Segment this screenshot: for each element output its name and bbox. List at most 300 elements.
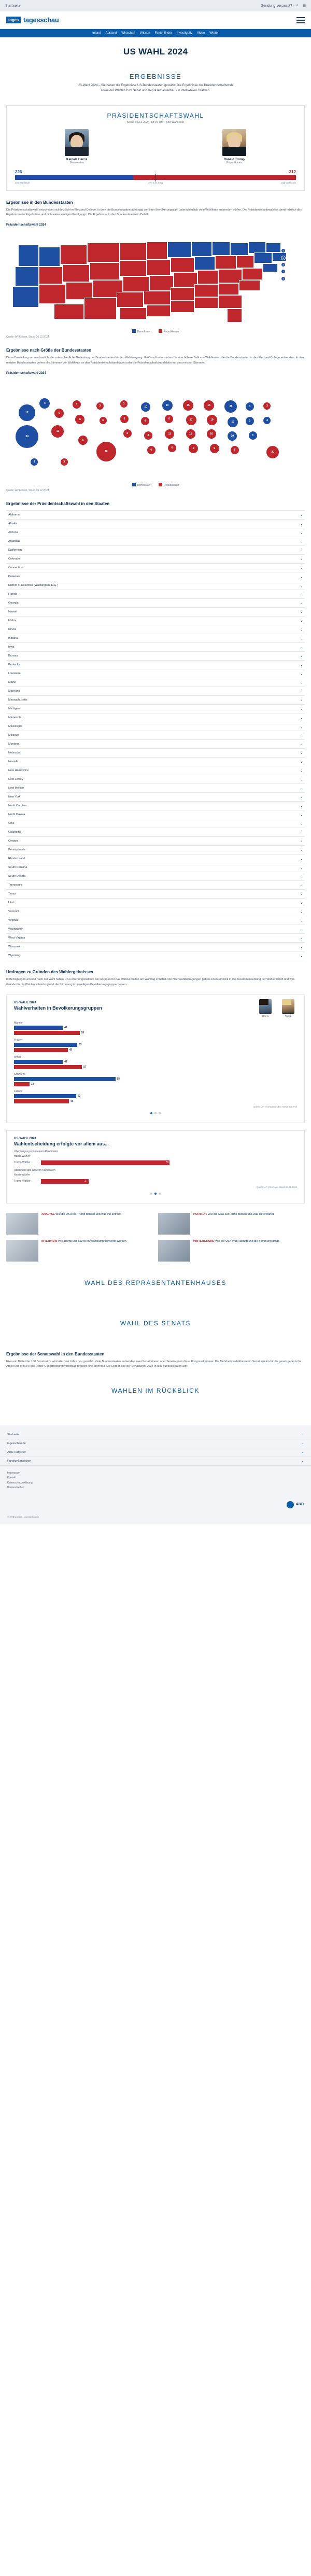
poll2-bar-label: Harris-Wähler — [14, 1173, 30, 1177]
footer-link-label: ARD-Ratgeber — [7, 1450, 26, 1454]
states-accordion-module — [6, 501, 305, 506]
state-row[interactable] — [6, 546, 305, 555]
nav-item-inland[interactable]: Inland — [92, 32, 101, 35]
chevron-down-icon[interactable]: ⌄ — [300, 928, 303, 931]
state-row[interactable] — [6, 669, 305, 678]
chevron-down-icon[interactable]: ⌄ — [300, 610, 303, 614]
state-name: Florida — [8, 593, 17, 596]
legend-republicans-2: Republikaner — [159, 483, 179, 487]
poll1-group — [14, 1073, 297, 1086]
poll1-head-trump — [279, 999, 297, 1017]
copyright: © ARD-aktuell / tagesschau.de — [7, 1515, 39, 1518]
teaser-kicker: PORTRÄT — [193, 1212, 207, 1216]
chevron-down-icon[interactable]: ⌄ — [300, 619, 303, 623]
state-row[interactable] — [6, 758, 305, 766]
state-name: Arizona — [8, 531, 18, 535]
state-row[interactable] — [6, 643, 305, 652]
state-row[interactable] — [6, 943, 305, 951]
footer-link-label: Startseite — [7, 1433, 20, 1436]
state-name: Minnesota — [8, 716, 22, 720]
page-intro: US-Wahl 2024 – Sie haben die Ergebnisse US-Bundesstaaten gewählt: Die Ergebnisse der Präsidentschaftswahl sowie der Wahlen zum Senat und Repräsentantenhaus in interaktiven Grafiken. — [77, 84, 234, 92]
state-name: Montana — [8, 743, 20, 746]
polls-intro: In Befragungen am und nach der Wahl haben US-Forschungsinstitute bei Gruppen für das Wahlverhalten am Wahltag ermittelt. Die Nachwahlbefragungen geben einen Einblick in die Zusammensetzung der Wählerschaft und was Gründe für die Wahlentscheidung und die Stimmung im jeweiligen Bevölkerungsgruppen waren. — [6, 978, 295, 986]
state-name: Oklahoma — [8, 831, 22, 834]
chevron-down-icon[interactable]: ⌄ — [300, 654, 303, 658]
chevron-down-icon[interactable]: ⌄ — [300, 566, 303, 570]
poll2-bar-row: Trump-Wähler 73 — [14, 1161, 169, 1165]
state-name: North Carolina — [8, 804, 27, 808]
state-name: Arkansas — [8, 540, 20, 543]
state-name: Texas — [8, 892, 16, 896]
poll1-bar-r: 45 — [14, 1048, 297, 1052]
teaser-item[interactable] — [6, 1240, 153, 1262]
state-row[interactable] — [6, 810, 305, 819]
state-name: Alabama — [8, 513, 20, 517]
poll1-group-label: Männer — [14, 1021, 23, 1025]
nav-item-investigativ[interactable]: Investigativ — [176, 32, 192, 35]
teaser-grid — [6, 1213, 305, 1262]
poll1-eyebrow: US-WAHL 2024 — [14, 1001, 36, 1004]
menu-icon[interactable]: ☰ — [302, 4, 306, 8]
poll2-group-label: Ablehnung des anderen Kandidaten — [14, 1168, 55, 1172]
teaser-text — [193, 1240, 279, 1262]
state-row[interactable] — [6, 793, 305, 802]
chevron-down-icon[interactable]: ⌄ — [300, 540, 303, 543]
nav-item-wirtschaft[interactable]: Wirtschaft — [121, 32, 135, 35]
chevron-down-icon[interactable]: ⌄ — [300, 822, 303, 825]
poll2-title: Wahlentscheidung erfolgte vor allem aus... — [14, 1141, 109, 1146]
nav-item-video[interactable]: Video — [196, 32, 205, 35]
state-name: Oregon — [8, 839, 18, 843]
map1-text: Die Präsidentschaftswahl entscheidet sich letztlich im Electoral College, in dem die Bundesstaaten abhängig von ihrer Bevölkerungszahl unterschiedlich viele Wahlleute entsenden dürfen. Die Präsidentschaftswahl ist damit letztlich das Ergebnis vieler Ergebnisse und nicht eines einzigen Wahlgangs. Die Ergebnisse in den Bundesstaaten im Detail: — [6, 208, 302, 217]
poll-card-demographics[interactable] — [6, 995, 305, 1123]
state-name: West Virginia — [8, 936, 25, 940]
teaser-thumbnail — [6, 1213, 38, 1235]
footer-meta-link[interactable]: Kontakt — [7, 1476, 16, 1480]
chevron-down-icon[interactable]: ⌄ — [300, 716, 303, 720]
chevron-down-icon[interactable]: ⌄ — [300, 672, 303, 676]
state-row[interactable] — [6, 916, 305, 925]
map2-text: Diese Darstellung veranschaulicht die unterschiedliche Bedeutung der Bundesstaaten für den Wahlausgang. Größere Kreise stehen für eine höhere Zahl von Wahlleuten, die die Bundesstaaten in das Electoral College entsenden. In den meisten Bundesstaaten gehen alle Stimmen der Wahlleute an den Präsidentschaftskandidaten oder die Präsidentschaftskandidatin mit den meisten Stimmen. — [6, 356, 304, 365]
chevron-down-icon[interactable]: ⌄ — [300, 875, 303, 878]
chevron-down-icon[interactable]: ⌄ — [300, 892, 303, 896]
nav-item-ausland[interactable]: Ausland — [105, 32, 117, 35]
states-section-title: Ergebnisse der Präsidentschaftswahl in den Staaten — [6, 501, 110, 507]
chevron-down-icon[interactable]: ⌄ — [300, 637, 303, 640]
candidate-name-harris: Kamala Harris — [66, 158, 88, 161]
poll1-group-label: Schwarze — [14, 1072, 25, 1076]
state-row[interactable] — [6, 907, 305, 916]
teaser-text — [41, 1240, 126, 1262]
state-name: Massachusetts — [8, 698, 27, 702]
state-name: Kentucky — [8, 663, 20, 667]
poll1-group — [14, 1056, 297, 1069]
poll2-pagination[interactable] — [14, 1193, 297, 1195]
poll2-bar-label: Trump-Wähler — [14, 1161, 31, 1165]
footer-link-row[interactable] — [0, 1439, 311, 1448]
poll1-title: Wahlverhalten in Bevölkerungsgruppen — [14, 1005, 102, 1011]
state-row[interactable] — [6, 713, 305, 722]
chevron-down-icon[interactable]: ⌄ — [300, 910, 303, 914]
poll1-bar-d: 85 — [14, 1077, 297, 1081]
state-name: New Hampshire — [8, 769, 29, 773]
poll1-rows — [14, 1021, 297, 1103]
chevron-down-icon[interactable]: ⌄ — [300, 698, 303, 702]
main-navigation — [0, 29, 311, 37]
president-card-header — [7, 106, 304, 125]
state-row[interactable] — [6, 802, 305, 810]
footer-meta-link[interactable]: Barrierefreiheit — [7, 1486, 24, 1490]
chevron-down-icon[interactable]: ⌄ — [300, 593, 303, 596]
chevron-down-icon[interactable]: ⌄ — [300, 831, 303, 834]
footer-link-row[interactable] — [0, 1457, 311, 1466]
house-section — [0, 1262, 311, 1302]
chevron-down-icon[interactable]: ⌄ — [300, 839, 303, 843]
state-row[interactable] — [6, 784, 305, 793]
ard-logo-text: ARD — [295, 1503, 304, 1507]
poll2-group — [14, 1169, 297, 1184]
state-name: Utah — [8, 901, 15, 905]
chevron-down-icon[interactable]: ⌄ — [300, 584, 303, 587]
poll1-bar-r: 13 — [14, 1082, 297, 1086]
chevron-down-icon[interactable]: ⌄ — [301, 1459, 304, 1463]
state-row[interactable] — [6, 511, 305, 520]
state-name: Connecticut — [8, 566, 24, 570]
majority-label: 270 zum Sieg — [148, 181, 163, 184]
state-row[interactable] — [6, 528, 305, 537]
poll2-bar-row: Harris-Wähler 67 — [14, 1155, 158, 1158]
state-row[interactable] — [6, 775, 305, 784]
search-icon[interactable]: ⌕ — [296, 4, 299, 7]
state-row[interactable] — [6, 687, 305, 696]
state-row[interactable] — [6, 731, 305, 740]
poll-card-motivation[interactable] — [6, 1130, 305, 1203]
chevron-down-icon[interactable]: ⌄ — [300, 557, 303, 561]
map2-legend — [6, 483, 305, 487]
chevron-down-icon[interactable]: ⌄ — [300, 734, 303, 737]
logo-text: tagesschau — [23, 16, 59, 24]
state-row[interactable] — [6, 749, 305, 758]
teaser-item[interactable] — [158, 1240, 305, 1262]
site-footer — [0, 1425, 311, 1524]
state-name: New Mexico — [8, 787, 24, 790]
state-row[interactable] — [6, 863, 305, 872]
state-row[interactable] — [6, 581, 305, 590]
state-row[interactable] — [6, 819, 305, 828]
chevron-down-icon[interactable]: ⌄ — [300, 549, 303, 552]
utility-bar-left — [5, 4, 21, 8]
trump-votes: 312 — [289, 169, 296, 174]
chevron-down-icon[interactable]: ⌄ — [300, 646, 303, 649]
chevron-down-icon[interactable]: ⌄ — [301, 1441, 304, 1445]
state-row[interactable] — [6, 899, 305, 907]
chevron-down-icon[interactable]: ⌄ — [301, 1433, 304, 1436]
nav-item-wetter[interactable]: Wetter — [209, 32, 219, 35]
state-name: South Carolina — [8, 866, 27, 870]
site-logo[interactable] — [6, 16, 59, 24]
state-name: Nebraska — [8, 751, 21, 755]
footer-meta-link[interactable]: Datenschutzerklärung — [7, 1481, 33, 1485]
chevron-down-icon[interactable]: ⌄ — [300, 866, 303, 870]
teaser-kicker: ANALYSE — [41, 1212, 55, 1216]
state-name: Colorado — [8, 557, 20, 561]
state-name: Georgia — [8, 601, 19, 605]
teaser-headline: Wie die USA Wahl kämpft und die Stimmung prägt — [214, 1239, 279, 1243]
chevron-down-icon[interactable]: ⌄ — [300, 725, 303, 729]
state-name: Vermont — [8, 910, 19, 914]
chevron-down-icon[interactable]: ⌄ — [301, 1450, 304, 1454]
teaser-kicker: INTERVIEW — [41, 1239, 58, 1243]
state-name: Wisconsin — [8, 945, 22, 949]
poll1-group-label: Latinos — [14, 1089, 23, 1093]
results-section-band — [0, 64, 311, 98]
poll1-bar-r: 46 — [14, 1099, 297, 1103]
poll1-bar-d: 41 — [14, 1026, 297, 1030]
state-row[interactable] — [6, 590, 305, 599]
poll1-group — [14, 1039, 297, 1052]
state-row[interactable] — [6, 837, 305, 846]
review-heading: WAHLEN IM RÜCKBLICK — [111, 1387, 200, 1394]
chevron-down-icon[interactable]: ⌄ — [300, 743, 303, 746]
state-row[interactable] — [6, 934, 305, 943]
site-header — [0, 11, 311, 29]
state-row[interactable] — [6, 537, 305, 546]
state-name: New York — [8, 795, 21, 799]
candidate-trump — [173, 129, 296, 164]
poll2-bar-label: Harris-Wähler — [14, 1155, 30, 1158]
state-name: Idaho — [8, 619, 16, 623]
teaser-thumbnail — [158, 1213, 190, 1235]
map1-caption: Quelle: AP/Edison, Stand 06.12.2024 — [6, 335, 49, 339]
teaser-item[interactable] — [6, 1213, 153, 1235]
state-row[interactable] — [6, 722, 305, 731]
teaser-text — [193, 1213, 274, 1235]
poll2-groups — [14, 1150, 297, 1184]
state-name: New Jersey — [8, 778, 23, 781]
footer-link-row[interactable] — [0, 1448, 311, 1457]
state-row[interactable] — [6, 740, 305, 749]
senate-result-module — [6, 1352, 305, 1369]
chevron-down-icon[interactable]: ⌄ — [300, 760, 303, 764]
state-name: Delaware — [8, 575, 21, 579]
state-name: Virginia — [8, 919, 18, 922]
poll1-head-harris — [257, 999, 274, 1017]
poll1-pagination[interactable] — [14, 1112, 297, 1114]
footer-brand-row — [0, 1496, 311, 1516]
state-name: South Dakota — [8, 875, 26, 878]
candidate-name-trump: Donald Trump — [223, 158, 245, 161]
polls-module — [6, 970, 305, 987]
poll2-bar-label: Trump-Wähler — [14, 1180, 31, 1183]
state-name: District of Columbia (Washington, D.C.) — [8, 584, 58, 587]
candidate-party-trump: Republikaner — [227, 161, 242, 164]
senate-result-title: Ergebnisse der Senatswahl in den Bundesstaaten — [6, 1351, 105, 1356]
poll1-source: Quelle: AP VoteCast / NBC News Exit Poll — [253, 1105, 297, 1108]
state-row[interactable] — [6, 846, 305, 855]
poll2-eyebrow: US-WAHL 2024 — [14, 1137, 36, 1140]
map1-legend — [6, 329, 305, 333]
state-name: Louisiana — [8, 672, 21, 676]
state-row[interactable] — [6, 828, 305, 837]
chevron-down-icon[interactable]: ⌄ — [300, 813, 303, 817]
state-name: Michigan — [8, 707, 20, 711]
teaser-headline: Wie Trump und Harris im Wahlkampf bewertet wurden — [57, 1239, 126, 1243]
president-subline: Stand 06.12.2024, 18:07 Uhr · 538 Wahlleute — [126, 120, 185, 124]
state-row[interactable] — [6, 766, 305, 775]
ard-logo[interactable] — [287, 1501, 304, 1508]
harris-portrait — [65, 129, 89, 156]
state-name: Washington — [8, 928, 23, 931]
state-name: Maryland — [8, 690, 20, 693]
state-name: Mississippi — [8, 725, 22, 729]
electoral-bar-labels — [15, 181, 296, 184]
state-row[interactable] — [6, 652, 305, 661]
us-bubble-cartogram[interactable]: 12 54 4 6 11 4 6 5 3 3 40 3 5 6 10 4 8 6 10 6 11 6 15 17 11 9 16 19 16 9 28 13 10 5 4 7 3 3 4 30 4 3 — [6, 377, 305, 481]
bar-left-label: 226 Wahlleute — [15, 181, 30, 184]
chevron-down-icon[interactable]: ⌄ — [300, 901, 303, 905]
state-row[interactable] — [6, 608, 305, 617]
state-row[interactable] — [6, 617, 305, 625]
state-row[interactable] — [6, 520, 305, 528]
state-row[interactable] — [6, 696, 305, 705]
polls-heading: Umfragen zu Gründen des Wahlergebnisses — [6, 970, 93, 975]
senate-result-text: Etwa ein Drittel der 100 Senatssitze wird alle zwei Jahre neu gewählt. Viele Bundesstaaten entsenden zwei Senatorinnen oder Senatoren in diese Kongresskammer. Die Mehrheitsverhältnisse im Senat spielen für die gesetzgeberische Arbeit und große Rolle. Jeder Gesetzgebungsvorschlag braucht eine Mehrheit. Die Ergebnisse der Senatswahl 2024 in den Bundesstaaten auf: — [6, 1360, 302, 1368]
state-name: Iowa — [8, 646, 15, 649]
trump-thumb — [282, 999, 294, 1014]
chevron-down-icon[interactable]: ⌄ — [300, 936, 303, 940]
bar-right-label: 312 Wahlleute — [281, 181, 296, 184]
state-name: Indiana — [8, 637, 18, 640]
state-name: Kansas — [8, 654, 18, 658]
map-cartogram-module — [6, 348, 305, 492]
teaser-thumbnail — [6, 1240, 38, 1262]
senate-section — [0, 1302, 311, 1342]
teaser-headline: Wie die USA auf Trump blicken und was ihn antreibt — [54, 1212, 121, 1216]
teaser-kicker: HINTERGRUND — [193, 1239, 215, 1243]
state-row[interactable] — [6, 661, 305, 669]
chevron-down-icon[interactable]: ⌄ — [300, 522, 303, 526]
chevron-down-icon[interactable]: ⌄ — [300, 795, 303, 799]
utility-link-home[interactable]: Startseite — [5, 4, 21, 8]
president-heading: PRÄSIDENTSCHAFTSWAHL — [107, 111, 204, 119]
chevron-down-icon[interactable]: ⌄ — [300, 751, 303, 755]
state-name: North Dakota — [8, 813, 25, 817]
map2-title: Ergebnisse nach Größe der Bundesstaaten — [6, 348, 92, 353]
poll2-source: Quelle: AP VoteCast, Stand 06.11.2024 — [256, 1185, 297, 1188]
candidate-party-harris: Demokraten — [69, 161, 84, 164]
chevron-down-icon[interactable]: ⌄ — [300, 954, 303, 958]
state-row[interactable] — [6, 564, 305, 572]
senate-heading: WAHL DES SENATS — [120, 1319, 191, 1327]
footer-meta-list — [0, 1466, 311, 1496]
chevron-down-icon[interactable]: ⌄ — [300, 681, 303, 684]
state-row[interactable] — [6, 925, 305, 934]
chevron-down-icon[interactable]: ⌄ — [300, 787, 303, 790]
chevron-down-icon[interactable]: ⌄ — [300, 663, 303, 667]
page-title: US WAHL 2024 — [123, 47, 188, 57]
chevron-down-icon[interactable]: ⌄ — [300, 628, 303, 632]
map2-caption: Quelle: AP/Edison, Stand 06.12.2024 — [6, 489, 49, 493]
state-row[interactable] — [6, 555, 305, 564]
legend-republicans: Republikaner — [159, 329, 179, 333]
president-result-card — [6, 105, 305, 191]
poll1-bar-d: 53 — [14, 1043, 297, 1047]
poll1-bar-r: 55 — [14, 1031, 297, 1035]
chevron-down-icon[interactable]: ⌄ — [300, 707, 303, 711]
footer-link-label: Rundfunkanstalten — [7, 1459, 31, 1463]
nav-item-wissen[interactable]: Wissen — [139, 32, 150, 35]
state-row[interactable] — [6, 599, 305, 608]
poll2-group — [14, 1150, 297, 1165]
state-row[interactable] — [6, 890, 305, 899]
state-row[interactable] — [6, 705, 305, 713]
map1-title: Ergebnisse in den Bundesstaaten — [6, 200, 73, 205]
chevron-down-icon[interactable]: ⌄ — [300, 884, 303, 887]
chevron-down-icon[interactable]: ⌄ — [300, 575, 303, 579]
chevron-down-icon[interactable]: ⌄ — [300, 513, 303, 517]
chevron-down-icon[interactable]: ⌄ — [300, 531, 303, 535]
chevron-down-icon[interactable]: ⌄ — [300, 778, 303, 781]
legend-democrats-2: Demokraten — [132, 483, 151, 487]
state-row[interactable] — [6, 678, 305, 687]
state-row[interactable] — [6, 625, 305, 634]
map2-sublabel: Präsidentschaftswahl 2024 — [6, 372, 46, 375]
state-name: Tennessee — [8, 884, 22, 887]
state-row[interactable] — [6, 634, 305, 643]
state-row[interactable] — [6, 951, 305, 960]
footer-meta-link[interactable]: Impressum — [7, 1471, 20, 1475]
chevron-down-icon[interactable]: ⌄ — [300, 804, 303, 808]
teaser-item[interactable] — [158, 1213, 305, 1235]
teaser-headline: Wie die USA auf Harris blicken und was sie erwartet — [207, 1212, 274, 1216]
state-name: Ohio — [8, 822, 15, 825]
chevron-down-icon[interactable]: ⌄ — [300, 690, 303, 693]
state-name: Maine — [8, 681, 16, 684]
poll1-group-label: Weiße — [14, 1055, 22, 1059]
house-heading: WAHL DES REPRÄSENTANTENHAUSES — [84, 1279, 227, 1286]
utility-link-sendung[interactable]: Sendung verpasst? — [261, 4, 292, 8]
chevron-down-icon[interactable]: ⌄ — [300, 857, 303, 861]
us-choropleth-map[interactable]: 4 3 3 7 3 — [6, 229, 305, 327]
chevron-down-icon[interactable]: ⌄ — [300, 848, 303, 852]
state-name: Wyoming — [8, 954, 20, 958]
state-row[interactable] — [6, 855, 305, 863]
chevron-down-icon[interactable]: ⌄ — [300, 601, 303, 605]
poll1-group-label: Frauen — [14, 1038, 22, 1042]
trump-portrait — [222, 129, 246, 156]
state-row[interactable] — [6, 872, 305, 881]
poll1-group — [14, 1090, 297, 1103]
map-states-module — [6, 200, 305, 339]
footer-link-row[interactable] — [0, 1431, 311, 1439]
candidate-row — [7, 125, 304, 164]
nav-item-faktenfinder[interactable]: Faktenfinder — [154, 32, 172, 35]
chevron-down-icon[interactable]: ⌄ — [300, 945, 303, 949]
state-row[interactable] — [6, 572, 305, 581]
candidate-harris — [15, 129, 138, 164]
state-row[interactable] — [6, 881, 305, 890]
state-name: Illinois — [8, 628, 17, 632]
state-name: Kalifornien — [8, 549, 22, 552]
poll2-bar-row: Trump-Wähler 27 — [14, 1180, 88, 1183]
results-heading: ERGEBNISSE — [129, 73, 182, 80]
chevron-down-icon[interactable]: ⌄ — [300, 919, 303, 922]
state-name: Nevada — [8, 760, 18, 764]
poll1-name-harris: Harris — [262, 1014, 268, 1017]
chevron-down-icon[interactable]: ⌄ — [300, 769, 303, 773]
burger-menu-icon[interactable] — [296, 17, 305, 23]
poll1-bar-d: 52 — [14, 1094, 297, 1098]
